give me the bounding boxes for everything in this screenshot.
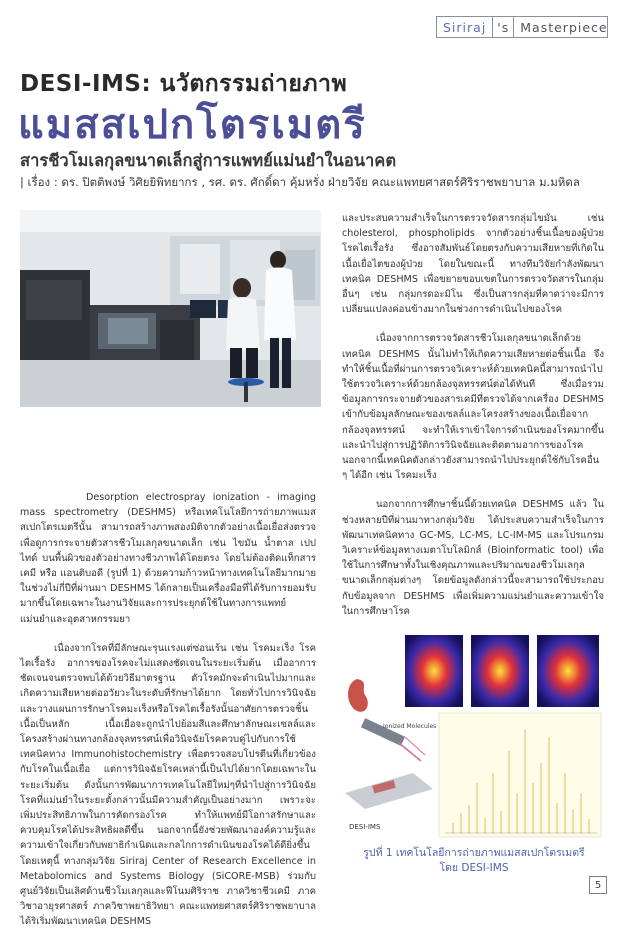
article-subtitle: สารชีวโมเลกุลขนาดเล็กสู่การแพทย์แม่นยำในอนาคต [20,151,397,170]
ion-image-1 [405,635,463,707]
figure-caption [343,846,605,876]
lab-photo [20,210,321,407]
section-tag-possessive: 's [493,17,514,37]
page-number: 5 [589,876,607,894]
article-title-main: แมสสเปกโตรเมตรี [18,102,367,148]
lab-photo-illustration [20,210,321,407]
paragraph: และประสบความสำเร็จในการตรวจวัดสารกลุ่มไขมัน เช่น cholesterol, phospholipids จากตัวอย่างชิ้นเนื้อของผู้ป่วยโรคไตเรื้อรัง ซึ่งอาจสัมพันธ์โดยตรงกับความเสียหายที่เกิดในเนื้อเยื่อไตของผู้ป่วย โดยในขณะนี้ ทางทีมวิจัยกำลังพัฒนาเทคนิค DESHMS เพื่อขยายขอบเขตในการตรวจวัดสารในกลุ่มอื่นๆ เช่น กลุ่มกรดอะมิโน ซึ่งเป็นสารกลุ่มที่คาดว่าจะมีการเปลี่ยนแปลงค่อนข้างมากในช่วงการดำเนินไปของโรค [342,213,604,316]
paragraph: Desorption electrospray ionization - imaging mass spectrometry (DESHMS) หรือเทคโนโลยีการถ่ายภาพแมสสเปกโตรเมตรีนั้น สามารถสร้างภาพสองมิติจากตัวอย่างเนื้อเยื่อส่งตรวจเพื่อดูการกระจายตัวสารชีวโมเลกุลขนาดเล็ก เช่น ไขมัน น้ำตาล เปปไทด์ บนพื้นผิวของตัวอย่างทางชีวภาพได้โดยตรง โดยไม่ต้องติดแท็กสารเคมี หรือ แอนติบอดี (รูปที่ 1) ด้วยความก้าวหน้าทางเทคโนโลยีมากมายในช่วงไม่กี่ปีที่ผ่านมา DESHMS ได้กลายเป็นเครื่องมือที่ได้รับการยอมรับมากขึ้นโดยเฉพาะในงานวิจัยและการประยุกต์ใช้ในทางการแพทย์แม่นยำและอุตสาหกรรมยา [20,492,316,625]
paragraph: เนื่องจากโรคที่มีลักษณะรุนแรงแต่ซ่อนเร้น เช่น โรคมะเร็ง โรคไตเรื้อรัง อาการของโรคจะไม่แสดงชัดเจนในระยะเริ่มต้น เมื่ออาการชัดเจนจนตรวจพบได้ด้วยวิธีมาตรฐาน ตัวโรคมักจะดำเนินไปมากและเกิดความเสียหายต่ออวัยวะในระดับที่รักษาได้ยาก โดยทั่วไปการวินิจฉัยและวางแผนการรักษาโรคมะเร็งหรือโรคไตเรื้อรังนั้นอาศัยการตรวจชิ้นเนื้อเป็นหลัก เนื้อเยื่อจะถูกนำไปย้อมสีและศึกษาลักษณะเซลล์และโครงสร้างผ่านทางกล้องจุลทรรศน์เพื่อวินิจฉัยโรคควบคู่ไปกับการใช้เทคนิคทาง Immunohistochemistry เพื่อตรวจสอบโปรตีนที่เกี่ยวข้องกับโรคในเนื้อเยื่อ แต่การวินิจฉัยโรคเหล่านี้เป็นไปได้ยากโดยเฉพาะในระยะเริ่มต้น ดังนั้นการพัฒนาการเทคโนโลยีใหม่ๆที่นำไปสู่การวินิจฉัยโรคที่แม่นยำในระยะตั้งกล่าวนั้นมีความสำคัญเป็นอย่างมาก เพราะจะเพิ่มประสิทธิภาพในการคัดกรองโรค ทำให้แพทย์มีโอกาสรักษาและควบคุมโรคได้ประสิทธิผลดีขึ้น นอกจากนี้ยังช่วยพัฒนาองค์ความรู้และความเข้าใจเกี่ยวกับพยาธิกำเนิดและกลไกการดำเนินของโรคได้ดียิ่งขึ้น โดยเหตุนี้ ทางกลุ่มวิจัย Siriraj Center of Research Excellence in Metabolomics and Systems Biology (SiCORE-MSB) ร่วมกับศูนย์วิจัยเป็นเลิศด้านชีวโมเลกุลและฟีโนมศิริราช ภาควิชาชีวเคมี ภาควิชาอายุรศาสตร์ ภาควิชาพยาธิวิทยา คณะแพทยศาสตร์ศิริราชพยาบาล ได้ริเริ่มพัฒนาเทคนิค DESHMS [20,642,316,928]
section-tag [436,16,608,38]
article-title-line1: DESI-IMS: นวัตกรรมถ่ายภาพ [20,71,348,97]
kidney-icon [348,679,368,712]
section-tag-name: Siriraj [437,17,493,37]
section-tag-rest: Masterpiece [520,19,608,35]
left-column [20,490,316,944]
figure-desi-ims [343,633,605,840]
desi-ims-label: DESI-IMS [349,823,381,831]
figure-caption-line1: รูปที่ 1 เทคโนโลยีการถ่ายภาพแมสสเปกโตรเมตรี [363,847,585,859]
article-byline: | เรื่อง : ดร. ปิตติพงษ์ วิศิยยิพิทยากร , รศ. ดร. ศักดิ์ดา คุ้มหรั่ง ฝ่ายวิจัย คณะแพทยศาสตร์ศิริราชพยาบาล ม.มหิดล [20,175,580,189]
ion-label: Ionized Molecules [383,723,437,730]
ion-image-2 [471,635,529,707]
ion-image-3 [537,635,599,707]
desi-ims-diagram [343,633,605,840]
paragraph: เนื่องจากการตรวจวัดสารชีวโมเลกุลขนาดเล็กด้วยเทคนิค DESHMS นั้นไม่ทำให้เกิดความเสียหายต่อชิ้นเนื้อ จึงทำให้ชิ้นเนื้อที่ผ่านการตรวจวิเคราะห์ด้วยเทคนิคนี้สามารถนำไปใช้ตรวจวิเคราะห์ด้วยกล้องจุลทรรศน์ต่อได้ทันที ซึ่งเมื่อรวมข้อมูลการกระจายตัวของสารเคมีที่ตรวจได้จากเครื่อง DESHMS เข้ากับข้อมูลลักษณะของเซลล์และโครงสร้างของเนื้อเยื่อจากกล้องจุลทรรศน์ จะทำให้เราเข้าใจการดำเนินของโรคมากขึ้น และนำไปสู่การปฏิวัติการวินิจฉัยและติดตามอาการของโรคนอกจากนี้เทคนิคดังกล่าวยังสามารถนำไปประยุกต์ใช้กับโรคอื่น ๆ ได้อีก เช่น โรคมะเร็ง [342,333,604,482]
right-column [342,211,604,633]
paragraph: นอกจากการศึกษาชิ้นนี้ด้วยเทคนิค DESHMS แล้ว ในช่วงหลายปีที่ผ่านมาทางกลุ่มวิจัย ได้ประสบความสำเร็จในการพัฒนาเทคนิคทาง GC-MS, LC-MS, LC-IM-MS และโปรแกรมวิเคราะห์ข้อมูลทางเมตาโบโลมิกส์ (Bioinformatic tool) เพื่อใช้ในการศึกษาทั้งในเชิงคุณภาพและปริมาณของชีวโมเลกุลขนาดเล็กกลุ่มต่างๆ โดยข้อมูลดังกล่าวนี้จะสามารถใช้ประกอบกับข้อมูลจาก DESHMS เพื่อเพิ่มความแม่นยำและความเข้าใจในการศึกษาโรค [342,499,604,617]
figure-caption-line2: โดย DESI-IMS [439,862,509,874]
